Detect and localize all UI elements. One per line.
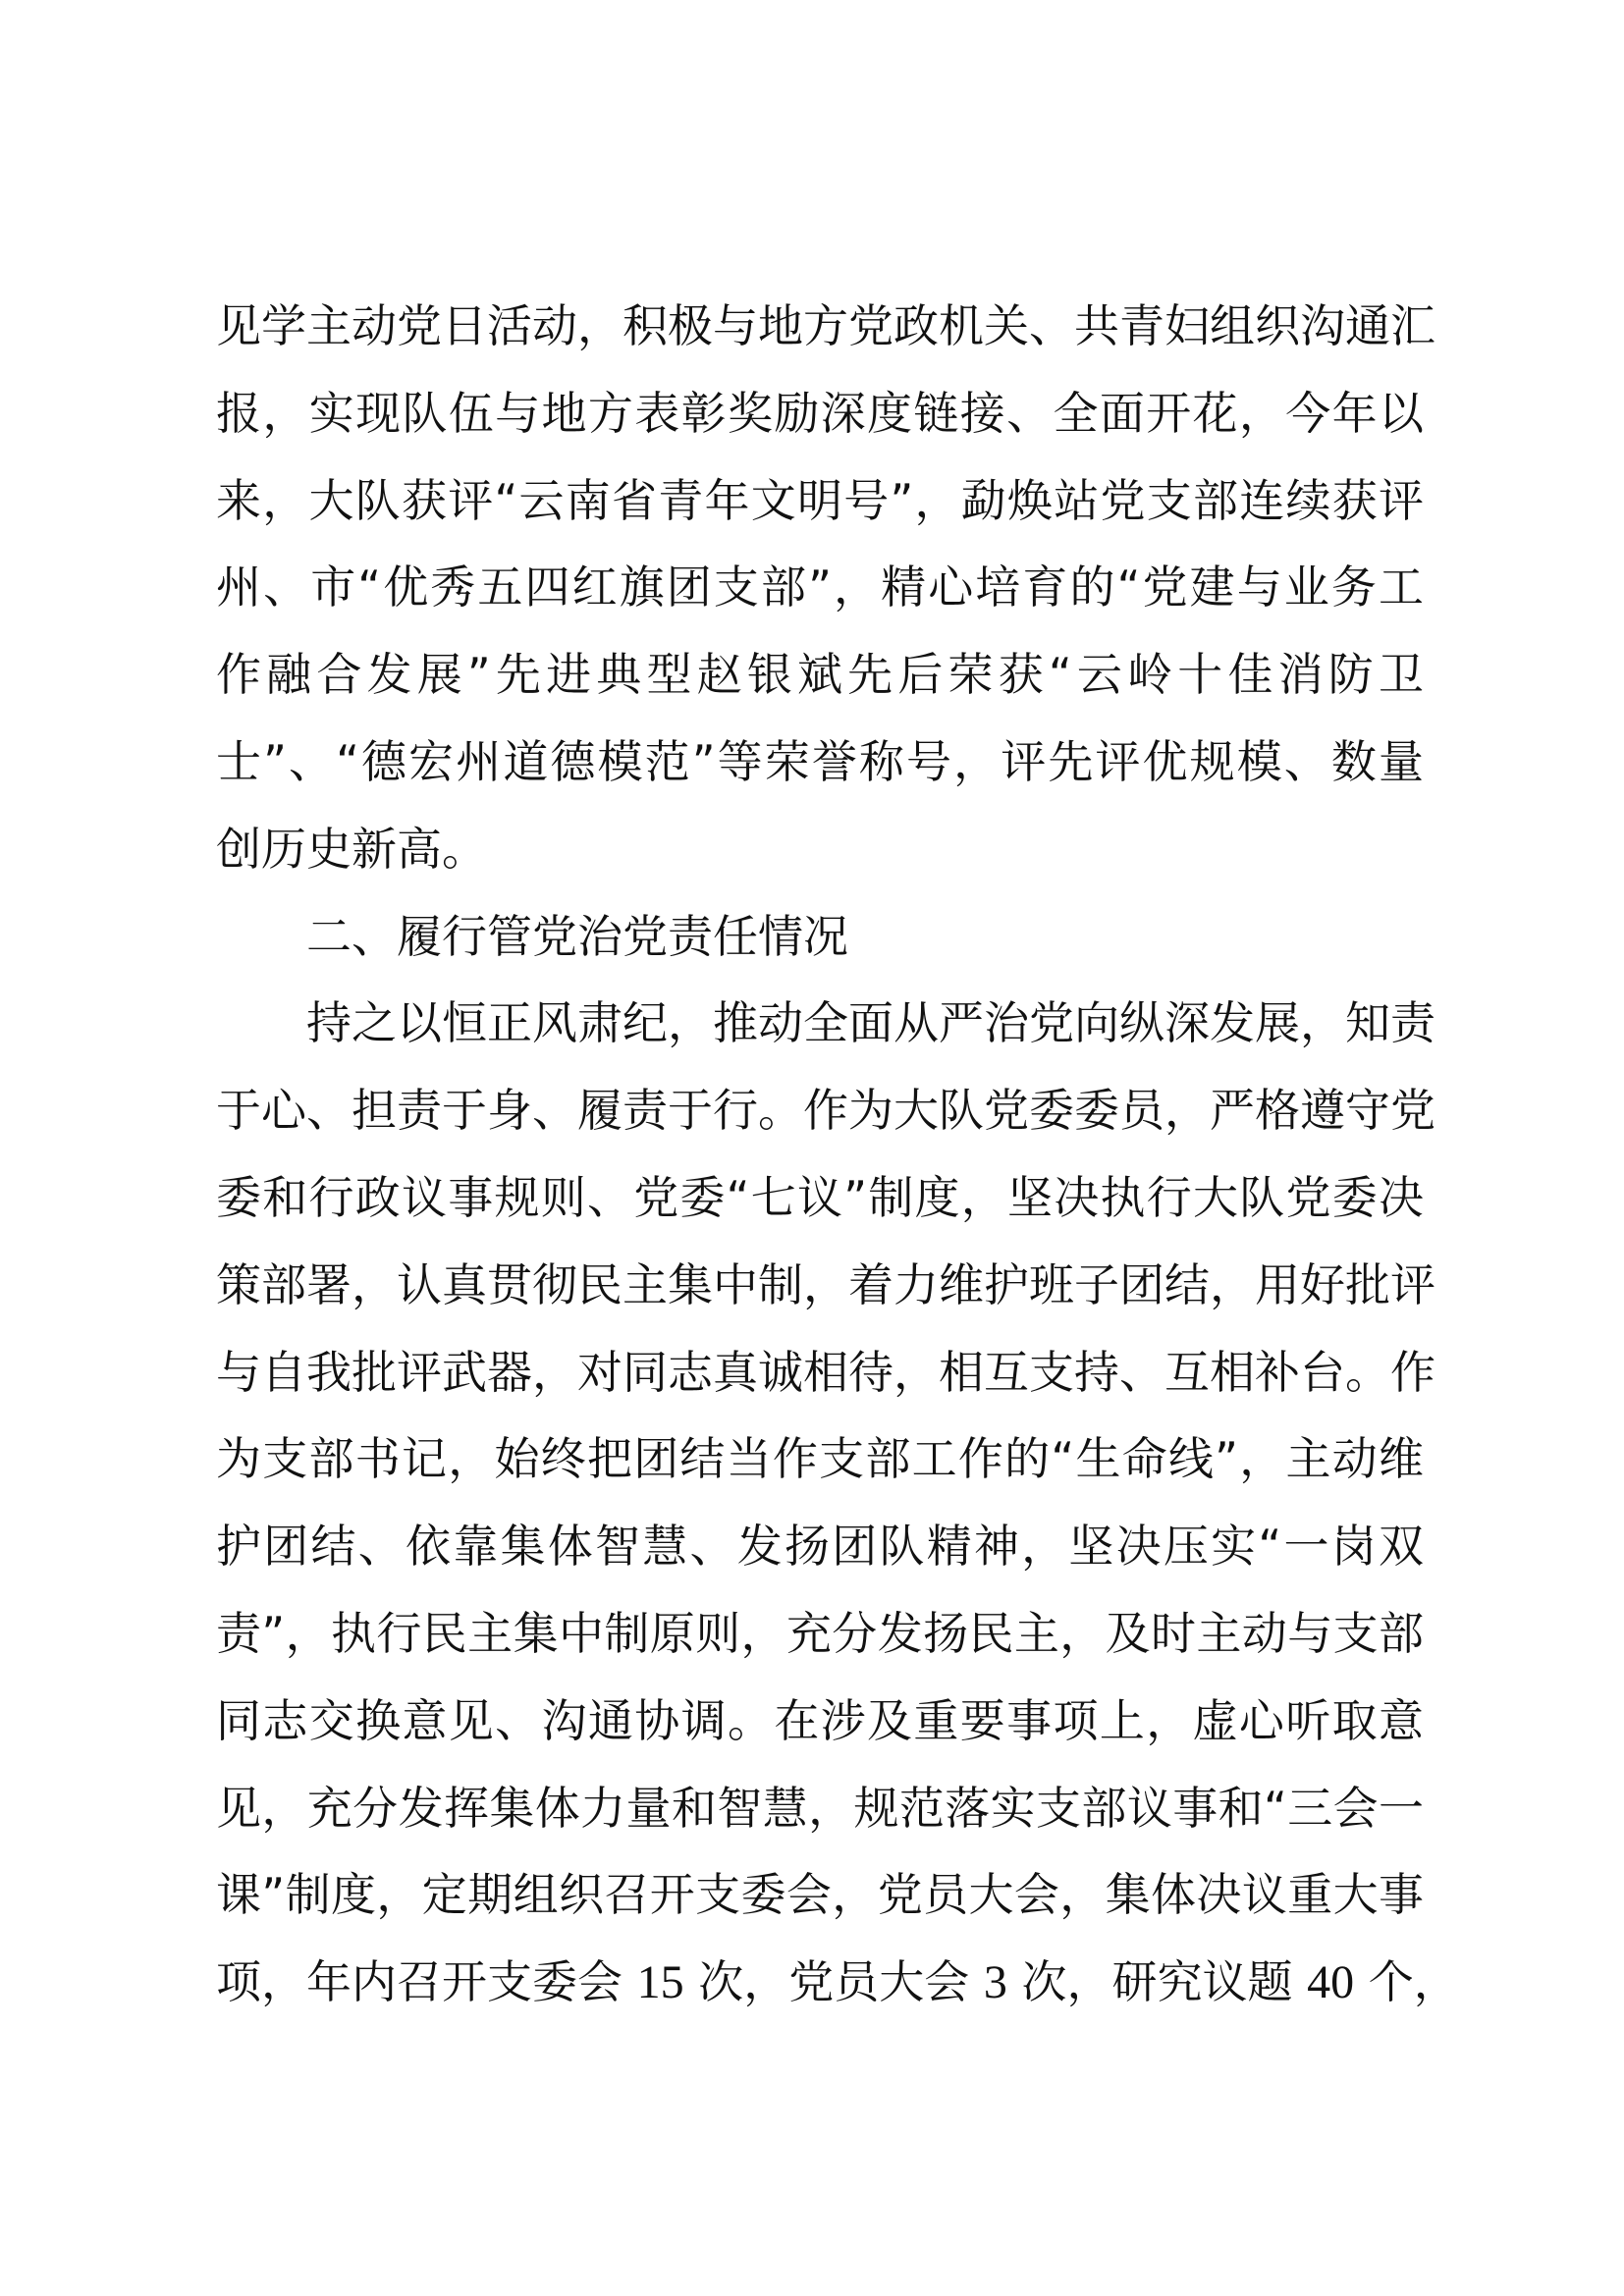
paragraph-line: 于心、担责于身、履责于行。作为大队党委委员，严格遵守党	[216, 1084, 1435, 1138]
line-text: 次，研究议题	[1021, 1955, 1293, 2009]
paragraph-line: 课”制度，定期组织召开支委会，党员大会，集体决议重大事	[216, 1868, 1424, 1922]
paragraph-line	[216, 1939, 1459, 2026]
paragraph-line: 来，大队获评“云南省青年文明号”，勐焕站党支部连续获评	[216, 473, 1424, 527]
paragraph-line: 持之以恒正风肃纪，推动全面从严治党向纵深发展，知责	[306, 996, 1435, 1050]
paragraph-line: 士”、“德宏州道德模范”等荣誉称号，评先评优规模、数量	[216, 734, 1424, 788]
paragraph-line: 见，充分发挥集体力量和智慧，规范落实支部议事和“三会一	[216, 1781, 1424, 1835]
count-value: 15	[636, 1956, 684, 2009]
paragraph-line: 见学主动党日活动，积极与地方党政机关、共青妇组织沟通汇	[216, 299, 1435, 352]
paragraph-line: 护团结、依靠集体智慧、发扬团队精神，坚决压实“一岗双	[216, 1520, 1424, 1574]
paragraph-line: 报，实现队伍与地方表彰奖励深度链接、全面开花，今年以	[216, 386, 1424, 440]
count-value: 40	[1307, 1956, 1355, 2009]
document-body	[216, 283, 1459, 2026]
paragraph-line: 委和行政议事规则、党委“七议”制度，坚决执行大队党委决	[216, 1170, 1424, 1224]
paragraph-line: 策部署，认真贯彻民主集中制，着力维护班子团结，用好批评	[216, 1257, 1435, 1311]
section-heading: 二、履行管党治党责任情况	[306, 909, 848, 963]
paragraph-line: 同志交换意见、沟通协调。在涉及重要事项上，虚心听取意	[216, 1693, 1424, 1747]
line-text: 项，年内召开支委会	[216, 1955, 623, 2009]
line-text: 个，	[1368, 1955, 1459, 2009]
paragraph-line: 创历史新高。	[216, 822, 487, 876]
paragraph-line: 作融合发展”先进典型赵银斌先后荣获“云岭十佳消防卫	[216, 648, 1424, 702]
paragraph-line: 与自我批评武器，对同志真诚相待，相互支持、互相补台。作	[216, 1345, 1435, 1399]
paragraph-line: 为支部书记，始终把团结当作支部工作的“生命线”，主动维	[216, 1432, 1424, 1486]
paragraph-line: 责”，执行民主集中制原则，充分发扬民主，及时主动与支部	[216, 1606, 1424, 1660]
line-text: 次，党员大会	[698, 1955, 970, 2009]
paragraph-line: 州、市“优秀五四红旗团支部”，精心培育的“党建与业务工	[216, 561, 1424, 614]
count-value: 3	[983, 1956, 1007, 2009]
